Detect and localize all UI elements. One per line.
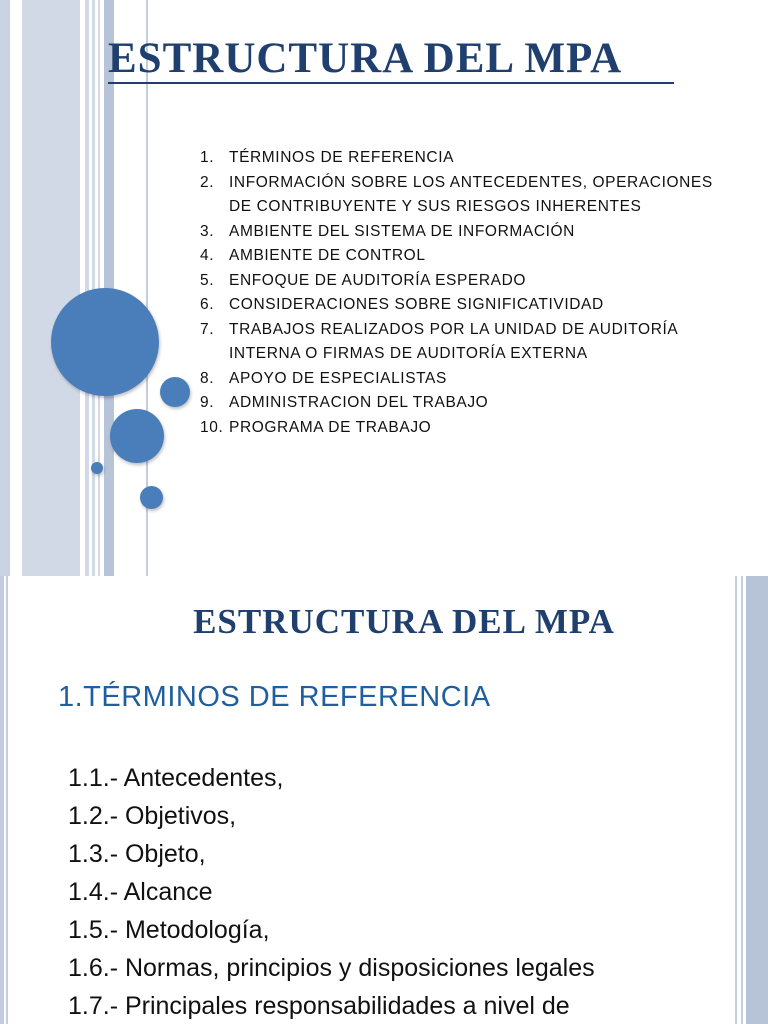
decor-circle-tiny [91,462,103,474]
item-text: ENFOQUE DE AUDITORÍA ESPERADO [229,271,527,289]
slide-title: ESTRUCTURA DEL MPA [108,35,623,82]
item-number: 3. [200,222,215,240]
list-item [200,416,730,441]
list-item [200,293,730,318]
item-text: INFORMACIÓN SOBRE LOS ANTECEDENTES, OPERACIONES DE CONTRIBUYENTE Y SUS RIESGOS INHERENTES [229,173,713,215]
decor-stripe [741,576,743,1024]
decor-stripe [0,576,4,1024]
list-item [200,220,730,245]
item-text: APOYO DE ESPECIALISTAS [229,369,447,387]
item-text: ADMINISTRACION DEL TRABAJO [229,394,489,411]
decor-circle-large [51,288,159,396]
item-number: 1. [200,149,215,166]
decor-circle-small [160,377,190,407]
list-item [200,318,730,367]
item-number: 9. [200,394,215,411]
item-text: AMBIENTE DEL SISTEMA DE INFORMACIÓN [229,222,575,240]
list-item [200,269,730,294]
item-number: 8. [200,369,215,387]
subsection-list [68,759,595,1024]
section-heading: 1.TÉRMINOS DE REFERENCIA [58,681,491,713]
decor-circle-small [140,486,163,509]
decor-stripe [735,576,737,1024]
item-text: TÉRMINOS DE REFERENCIA [229,149,455,166]
decor-stripe [85,0,89,576]
item-text: PROGRAMA DE TRABAJO [229,418,432,436]
slide-2 [0,576,768,1024]
decor-stripe [6,576,8,1024]
decor-stripe [746,576,768,1024]
list-item [200,146,730,171]
list-item [200,391,730,416]
list-item [200,367,730,392]
item-number: 7. [200,320,215,338]
list-item: 1.3.- Objeto, [68,840,206,868]
decor-stripe [0,0,10,576]
decor-circle-medium [110,409,164,463]
list-item: 1.4.- Alcance [68,878,213,906]
list-item: 1.1.- Antecedentes, [68,764,284,792]
contents-list [200,146,730,440]
item-number: 5. [200,271,215,289]
list-item: 1.2.- Objetivos, [68,802,237,830]
list-item [200,171,730,220]
list-item: 1.7.- Principales responsabilidades a nivel de [68,992,570,1020]
list-item [200,244,730,269]
item-number: 4. [200,247,215,264]
item-number: 10. [200,418,224,436]
item-number: 2. [200,173,215,191]
decor-stripe [22,0,80,576]
title-underline [108,82,674,84]
item-text: TRABAJOS REALIZADOS POR LA UNIDAD DE AUDITORÍA INTERNA O FIRMAS DE AUDITORÍA EXTERNA [229,320,678,362]
slide-title: ESTRUCTURA DEL MPA [193,602,615,641]
list-item: 1.6.- Normas, principios y disposiciones legales [68,954,595,982]
item-text: AMBIENTE DE CONTROL [229,247,426,264]
decor-stripe [80,0,83,576]
list-item: 1.5.- Metodología, [68,916,270,944]
item-text: CONSIDERACIONES SOBRE SIGNIFICATIVIDAD [229,296,604,313]
item-number: 6. [200,296,215,313]
